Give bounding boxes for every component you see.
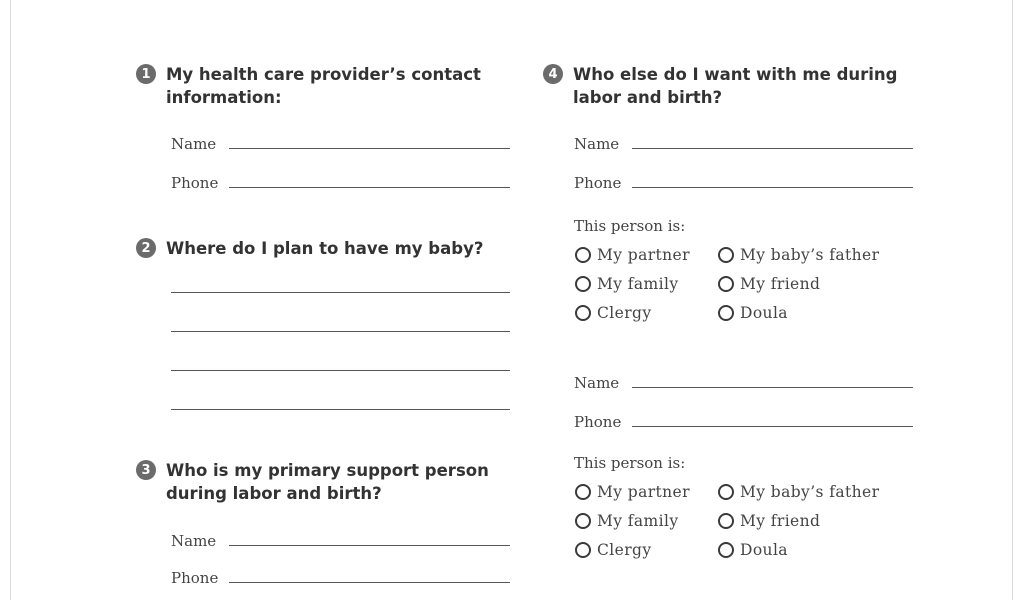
option-label: My friend: [740, 512, 821, 530]
support-name-input[interactable]: [229, 529, 510, 546]
radio-icon[interactable]: [718, 513, 734, 529]
birth-place-line-3[interactable]: [171, 369, 510, 371]
person-a-option-family[interactable]: [575, 275, 679, 293]
question-3-text: [166, 459, 489, 505]
radio-icon[interactable]: [718, 305, 734, 321]
person-a-name-label: Name: [574, 135, 620, 153]
option-label: My partner: [597, 246, 690, 264]
radio-icon[interactable]: [575, 276, 591, 292]
birth-place-line-2[interactable]: [171, 330, 510, 332]
person-a-option-babys-father[interactable]: [718, 246, 879, 264]
person-a-relation-label: This person is:: [574, 217, 686, 235]
person-a-phone-label: Phone: [574, 174, 622, 192]
person-a-phone-input[interactable]: [632, 171, 913, 188]
person-a-name-input[interactable]: [632, 132, 913, 149]
person-a-option-doula[interactable]: [718, 304, 788, 322]
radio-icon[interactable]: [718, 542, 734, 558]
provider-name-label: Name: [171, 135, 217, 153]
question-1-header: [136, 63, 481, 109]
person-b-option-doula[interactable]: [718, 541, 788, 559]
birth-place-line-1[interactable]: [171, 291, 510, 293]
question-1-text-line2: information:: [166, 88, 282, 107]
question-4-text-line2: labor and birth?: [573, 88, 723, 107]
radio-icon[interactable]: [718, 247, 734, 263]
person-a-phone-field: [574, 171, 913, 192]
person-b-relation-label: This person is:: [574, 454, 686, 472]
provider-phone-label: Phone: [171, 174, 219, 192]
radio-icon[interactable]: [718, 484, 734, 500]
question-3-number: 3: [136, 460, 156, 480]
radio-icon[interactable]: [575, 484, 591, 500]
person-b-option-family[interactable]: [575, 512, 679, 530]
person-b-phone-input[interactable]: [632, 410, 913, 427]
person-b-option-friend[interactable]: [718, 512, 820, 530]
birth-place-line-4[interactable]: [171, 408, 510, 410]
person-b-name-input[interactable]: [632, 371, 913, 388]
question-3-text-line1: Who is my primary support person: [166, 461, 489, 480]
support-name-field: [171, 529, 510, 550]
option-label: Doula: [740, 304, 788, 322]
support-name-label: Name: [171, 532, 217, 550]
support-phone-label: Phone: [171, 569, 219, 587]
person-b-phone-label: Phone: [574, 413, 622, 431]
question-4-text-line1: Who else do I want with me during: [573, 65, 898, 84]
question-3-header: [136, 459, 489, 505]
option-label: My baby’s father: [740, 246, 880, 264]
question-1-text: [166, 63, 481, 109]
question-2-number: 2: [136, 238, 156, 258]
question-1-text-line1: My health care provider’s contact: [166, 65, 481, 84]
option-label: Clergy: [597, 304, 652, 322]
option-label: My partner: [597, 483, 690, 501]
person-b-name-field: [574, 371, 913, 392]
support-phone-input[interactable]: [229, 566, 510, 583]
radio-icon[interactable]: [575, 247, 591, 263]
provider-name-field: [171, 132, 510, 153]
option-label: My family: [597, 512, 679, 530]
person-a-name-field: [574, 132, 913, 153]
option-label: My baby’s father: [740, 483, 880, 501]
provider-name-input[interactable]: [229, 132, 510, 149]
option-label: Doula: [740, 541, 788, 559]
person-b-option-clergy[interactable]: [575, 541, 651, 559]
option-label: Clergy: [597, 541, 652, 559]
question-4-header: [543, 63, 897, 109]
question-2-text: Where do I plan to have my baby?: [166, 239, 484, 258]
person-b-name-label: Name: [574, 374, 620, 392]
option-label: My friend: [740, 275, 821, 293]
radio-icon[interactable]: [718, 276, 734, 292]
radio-icon[interactable]: [575, 513, 591, 529]
radio-icon[interactable]: [575, 542, 591, 558]
provider-phone-field: [171, 171, 510, 192]
provider-phone-input[interactable]: [229, 171, 510, 188]
person-b-option-babys-father[interactable]: [718, 483, 879, 501]
question-4-text: [573, 63, 897, 109]
person-a-option-friend[interactable]: [718, 275, 820, 293]
person-b-option-partner[interactable]: [575, 483, 690, 501]
person-a-option-partner[interactable]: [575, 246, 690, 264]
radio-icon[interactable]: [575, 305, 591, 321]
question-1-number: 1: [136, 64, 156, 84]
question-3-text-line2: during labor and birth?: [166, 484, 382, 503]
person-a-option-clergy[interactable]: [575, 304, 651, 322]
person-b-phone-field: [574, 410, 913, 431]
support-phone-field: [171, 566, 510, 587]
question-2-header: [136, 237, 483, 260]
option-label: My family: [597, 275, 679, 293]
question-4-number: 4: [543, 64, 563, 84]
